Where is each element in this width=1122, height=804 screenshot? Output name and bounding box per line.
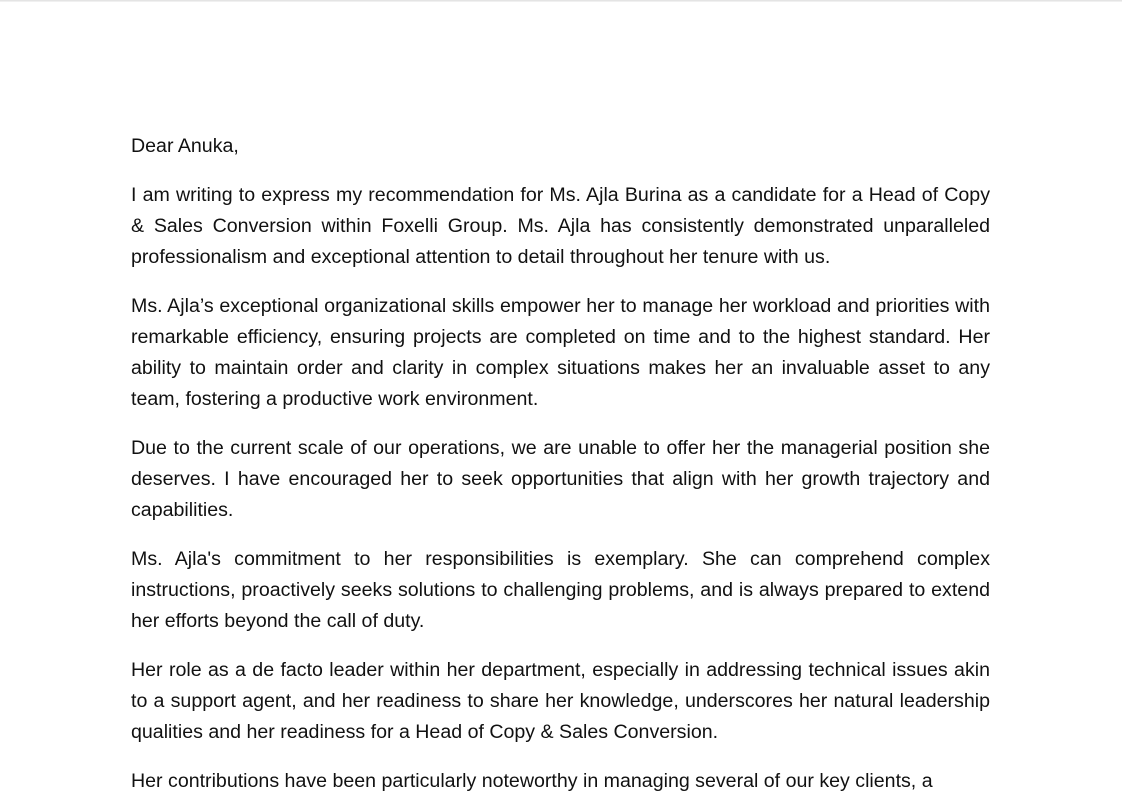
page-top-edge [0, 0, 1122, 2]
paragraph-organizational-skills: Ms. Ajla’s exceptional organizational skills empower her to manage her workload and priorities with remarkable efficiency, ensuring projects are completed on time and to the highest standard. Her ability to maintain order and clarity in complex situations makes her an invaluable asset to any team, fostering a productive work environment. [131, 295, 990, 410]
letter-body [131, 131, 990, 804]
paragraph-commitment: Ms. Ajla's commitment to her responsibilities is exemplary. She can comprehend complex instructions, proactively seeks solutions to challenging problems, and is always prepared to extend her efforts beyond the call of duty. [131, 548, 990, 632]
paragraph-recommendation: I am writing to express my recommendation for Ms. Ajla Burina as a candidate for a Head of Copy & Sales Conversion within Foxelli Group. Ms. Ajla has consistently demonstrated unparalleled professionalism and exceptional attention to detail throughout her tenure with us. [131, 184, 990, 268]
paragraph-leadership: Her role as a de facto leader within her department, especially in addressing technical issues akin to a support agent, and her readiness to share her knowledge, underscores her natural leadership qualities and her readiness for a Head of Copy & Sales Conversion. [131, 659, 990, 743]
salutation: Dear Anuka, [131, 135, 239, 157]
paragraph-contributions: Her contributions have been particularly noteworthy in managing several of our key clients, a [131, 770, 933, 792]
paragraph-operations-scale: Due to the current scale of our operations, we are unable to offer her the managerial position she deserves. I have encouraged her to seek opportunities that align with her growth trajectory and capabilities. [131, 437, 990, 521]
